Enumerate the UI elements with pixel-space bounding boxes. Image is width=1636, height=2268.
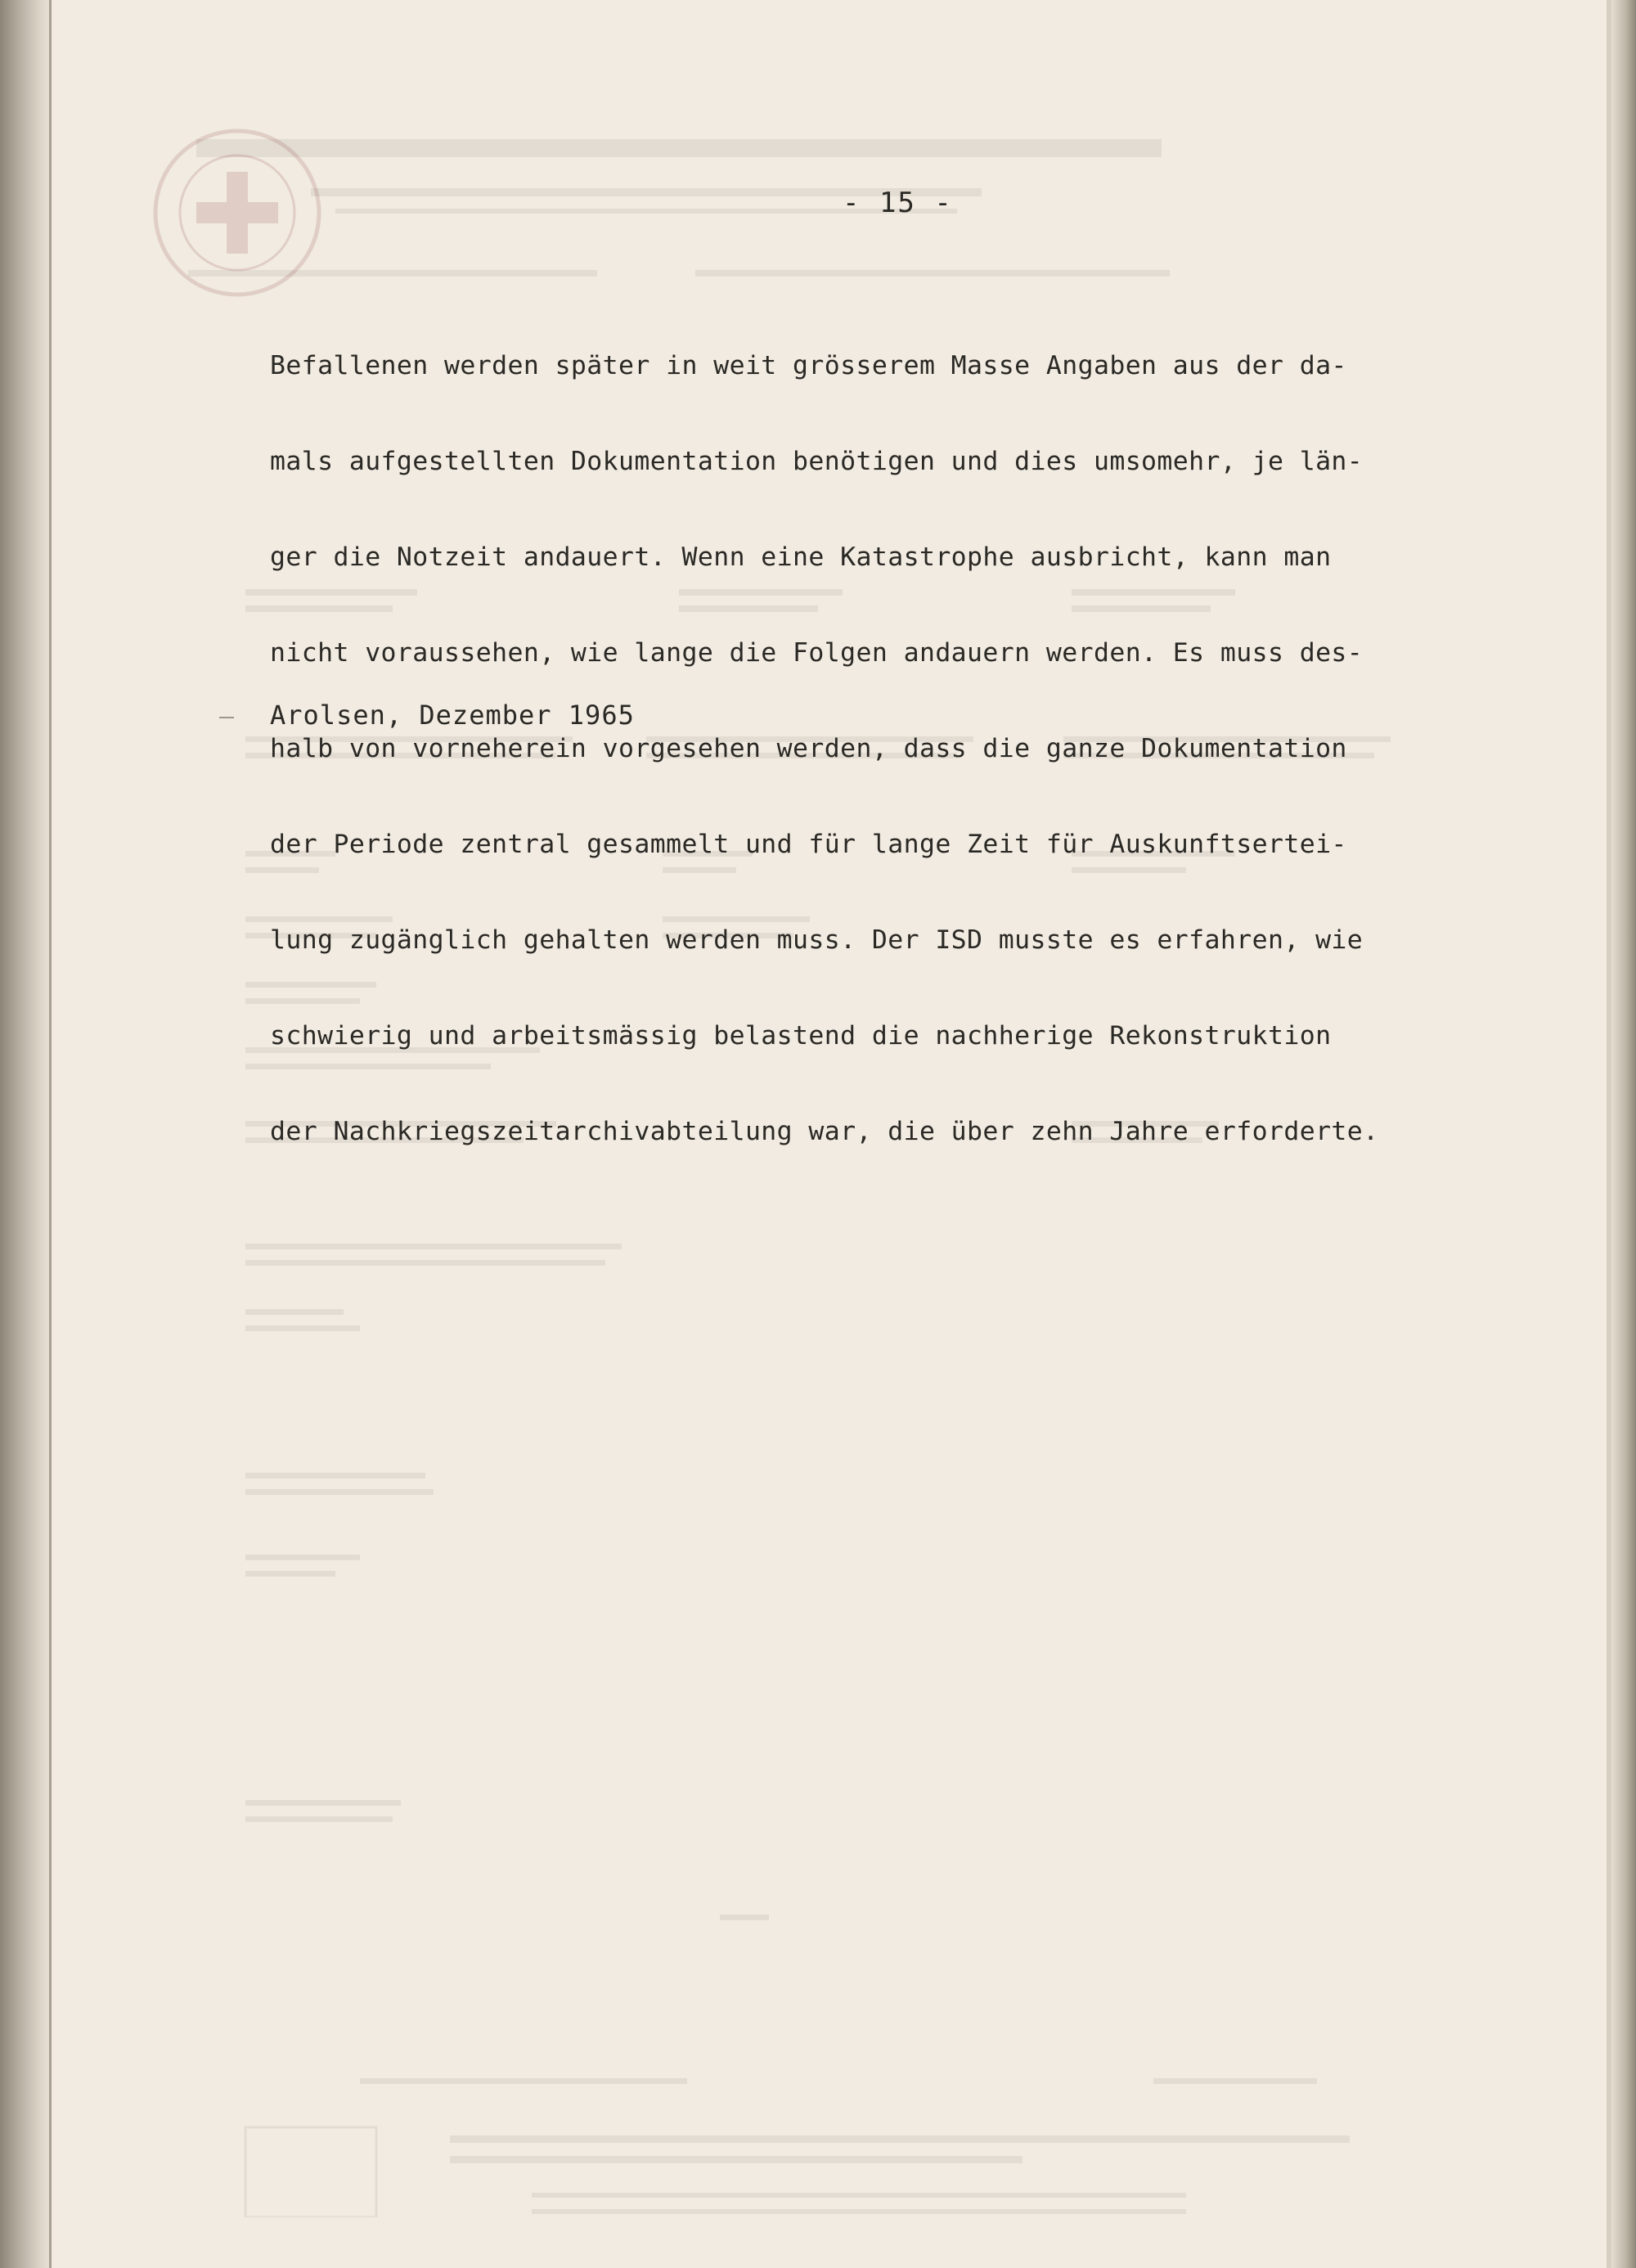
body-paragraph [270, 286, 1379, 1212]
right-page-edge [1611, 0, 1636, 2268]
body-line: lung zugänglich gehalten werden muss. Der ISD musste es erfahren, wie [270, 925, 1364, 955]
body-line: der Nachkriegszeitarchivabteilung war, die über zehn Jahre erforderte. [270, 1117, 1379, 1146]
margin-dash-mark [219, 717, 234, 718]
body-line: ger die Notzeit andauert. Wenn eine Katastrophe ausbricht, kann man [270, 542, 1332, 572]
body-line: halb von vorneherein vorgesehen werden, dass die ganze Dokumentation [270, 734, 1347, 763]
binding-edge [0, 0, 51, 2268]
body-line: mals aufgestellten Dokumentation benötigen und dies umsomehr, je län- [270, 447, 1364, 476]
body-line: der Periode zentral gesammelt und für lange Zeit für Auskunftsertei- [270, 830, 1347, 859]
body-line: schwierig und arbeitsmässig belastend die nachherige Rekonstruktion [270, 1021, 1332, 1051]
red-cross-stamp-seal [151, 127, 323, 299]
page-number: - 15 - [843, 187, 953, 219]
body-line: Befallenen werden später in weit grösserem Masse Angaben aus der da- [270, 351, 1347, 380]
page-fold-line [49, 0, 52, 2268]
place-and-date: Arolsen, Dezember 1965 [270, 700, 635, 731]
body-line: nicht voraussehen, wie lange die Folgen andauern werden. Es muss des- [270, 638, 1364, 668]
